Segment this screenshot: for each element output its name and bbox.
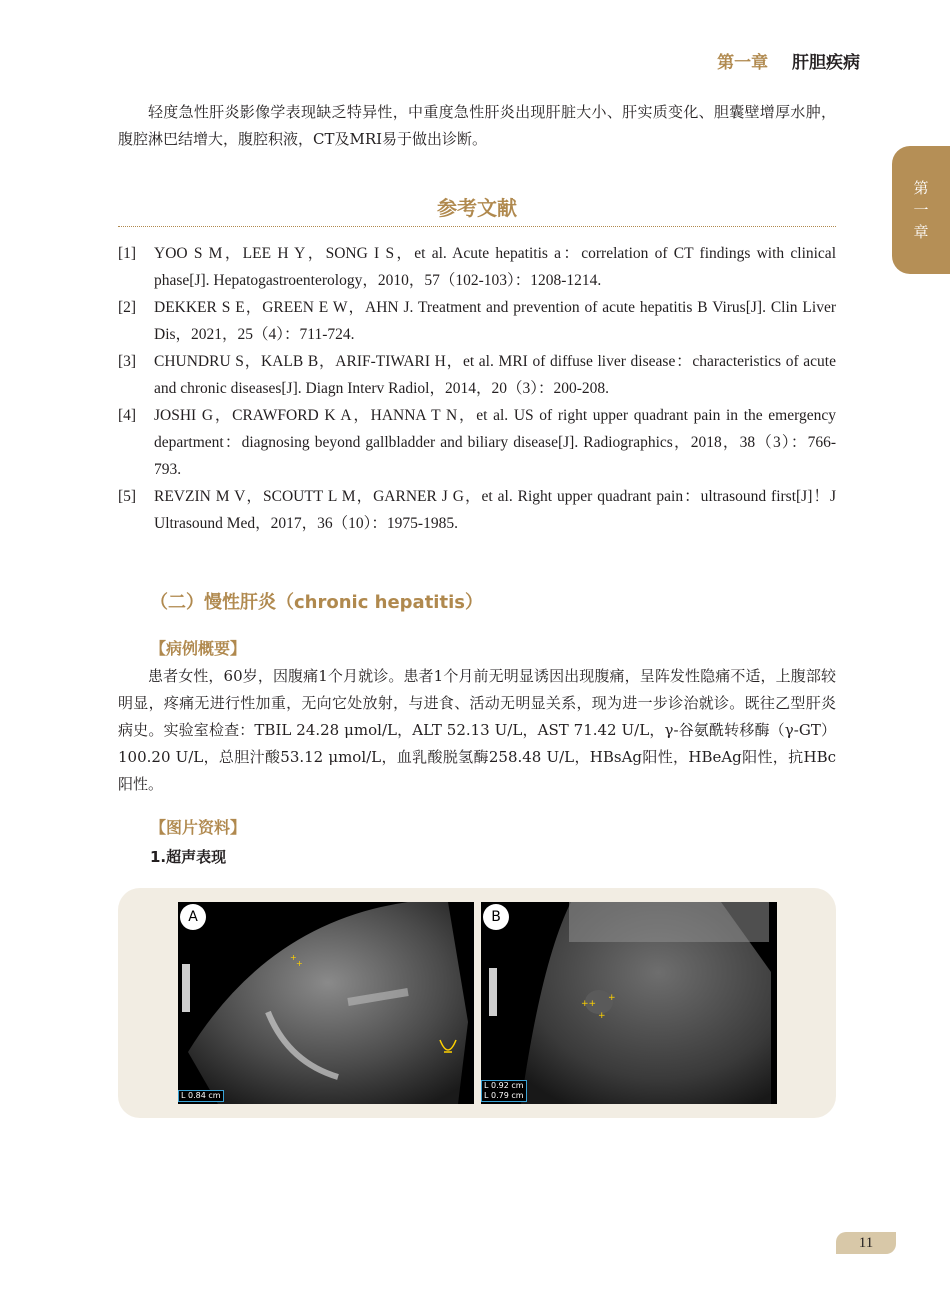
subheading: 1.超声表现 bbox=[150, 848, 227, 866]
side-tab-char: 一 bbox=[913, 201, 929, 219]
reference-item bbox=[118, 483, 836, 537]
reference-item bbox=[118, 348, 836, 402]
reference-text: REVZIN M V，SCOUTT L M，GARNER J G，et al. Right upper quadrant pain：ultrasound first[J]！J Ultrasound Med，2017，36（10）：1975-1985. bbox=[154, 488, 836, 532]
reference-number: [5] bbox=[118, 488, 137, 505]
svg-text:++: ++ bbox=[581, 999, 597, 1009]
ultrasound-a-graphic bbox=[178, 902, 474, 1104]
reference-number: [4] bbox=[118, 407, 137, 424]
measurement-value: L 0.79 cm bbox=[484, 1091, 524, 1100]
measurement-readout bbox=[178, 1090, 224, 1102]
header-chapter: 第一章 bbox=[717, 53, 769, 73]
reference-item bbox=[118, 294, 836, 348]
ultrasound-b-graphic bbox=[481, 902, 777, 1104]
reference-text: YOO S M，LEE H Y，SONG I S，et al. Acute hepatitis a：correlation of CT findings with clinical phase[J]. Hepatogastroenterology，2010，57（102-103）：1208-1214. bbox=[154, 245, 836, 289]
running-header bbox=[717, 48, 860, 73]
section-heading: （二）慢性肝炎（chronic hepatitis） bbox=[150, 592, 483, 613]
figure-label-a: A bbox=[180, 904, 206, 930]
svg-text:+: + bbox=[290, 953, 297, 962]
ultrasound-image-a bbox=[178, 902, 474, 1104]
reference-number: [2] bbox=[118, 299, 137, 316]
intro-paragraph: 轻度急性肝炎影像学表现缺乏特异性，中重度急性肝炎出现肝脏大小、肝实质变化、胆囊壁增厚水肿，腹腔淋巴结增大，腹腔积液，CT及MRI易于做出诊断。 bbox=[118, 103, 836, 148]
reference-number: [3] bbox=[118, 353, 137, 370]
reference-number: [1] bbox=[118, 245, 137, 262]
case-summary-label: 【病例概要】 bbox=[150, 639, 247, 658]
side-tab-char: 章 bbox=[913, 223, 929, 241]
measurement-value: L 0.92 cm bbox=[484, 1081, 524, 1090]
ultrasound-image-b bbox=[481, 902, 777, 1104]
reference-item bbox=[118, 402, 836, 483]
measurement-value: L 0.84 cm bbox=[181, 1091, 221, 1100]
side-tab-char: 第 bbox=[913, 179, 929, 197]
case-paragraph: 患者女性，60岁，因腹痛1个月就诊。患者1个月前无明显诱因出现腹痛，呈阵发性隐痛不适，上腹部较明显，疼痛无进行性加重，无向它处放射，与进食、活动无明显关系，现为进一步诊治就诊。既往乙型肝炎病史。实验室检查：TBIL 24.28 μmol/L，ALT 52.13 U/L，AST 71.42 U/L，γ-谷氨酰转移酶（γ-GT）100.20 U/L，总胆汁酸53.12 μmol/L，血乳酸脱氢酶258.48 U/L，HBsAg阳性，HBeAg阳性，抗HBc阳性。 bbox=[118, 667, 836, 793]
references-title: 参考文献 bbox=[118, 192, 836, 227]
figure-label-b: B bbox=[483, 904, 509, 930]
header-title: 肝胆疾病 bbox=[792, 53, 860, 73]
chapter-side-tab bbox=[892, 146, 950, 274]
svg-text:+: + bbox=[296, 959, 303, 968]
reference-item bbox=[118, 240, 836, 294]
svg-text:+: + bbox=[608, 993, 616, 1003]
reference-text: DEKKER S E，GREEN E W，AHN J. Treatment and prevention of acute hepatitis B Virus[J]. Clin Liver Dis，2021，25（4）：711-724. bbox=[154, 299, 836, 343]
svg-text:+: + bbox=[598, 1011, 606, 1021]
measurement-readout bbox=[481, 1080, 527, 1102]
reference-text: JOSHI G，CRAWFORD K A，HANNA T N，et al. US of right upper quadrant pain in the emergency department：diagnosing beyond gallbladder and biliary disease[J]. Radiographics，2018，38（3）：766-793. bbox=[154, 407, 836, 478]
page-number: 11 bbox=[836, 1232, 896, 1254]
reference-text: CHUNDRU S，KALB B，ARIF-TIWARI H，et al. MRI of diffuse liver disease：characteristics of acute and chronic diseases[J]. Diagn Interv Radiol，2014，20（3）：200-208. bbox=[154, 353, 836, 397]
reference-list bbox=[118, 240, 836, 537]
image-data-label: 【图片资料】 bbox=[150, 818, 247, 837]
